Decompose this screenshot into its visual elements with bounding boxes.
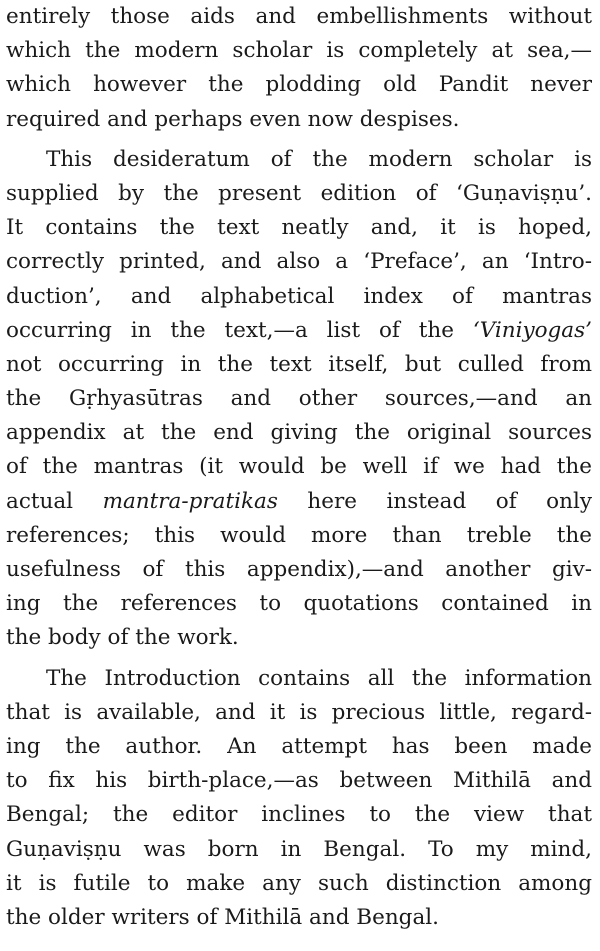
- text-segment: actual: [6, 488, 74, 514]
- text-segment: occurring in the text,—a list of the: [6, 317, 454, 343]
- text-line: Guṇaviṣṇu was born in Bengal. To my mind,: [6, 836, 592, 862]
- text-line: it is futile to make any such distinction among: [6, 870, 592, 896]
- document-page: [6, 0, 592, 935]
- text-line: the older writers of Mithilā and Bengal.: [6, 904, 439, 930]
- text-line: appendix at the end giving the original sources: [6, 420, 592, 446]
- text-line: entirely those aids and embellishments without: [6, 4, 592, 29]
- text-line: ing the references to quotations contained in: [6, 591, 592, 617]
- text-line: correctly printed, and also a ‘Preface’, an ‘Intro-: [6, 249, 592, 275]
- paragraph-2: [6, 143, 592, 656]
- text-line: to fix his birth-place,—as between Mithilā and: [6, 768, 592, 794]
- text-line: [6, 314, 592, 348]
- text-line: Bengal; the editor inclines to the view that: [6, 802, 592, 828]
- text-line: [6, 485, 592, 519]
- text-line: that is available, and it is precious little, regard-: [6, 699, 592, 725]
- paragraph-3: [6, 662, 592, 936]
- text-line: not occurring in the text itself, but culled from: [6, 351, 592, 377]
- text-line: ing the author. An attempt has been made: [6, 733, 592, 759]
- text-line: duction’, and alphabetical index of mantras: [6, 283, 592, 309]
- text-line: usefulness of this appendix),—and another giv-: [6, 557, 592, 582]
- text-segment: here instead of only: [307, 488, 592, 514]
- text-line: The Introduction contains all the information: [46, 665, 592, 691]
- text-line: required and perhaps even now despises.: [6, 106, 460, 132]
- text-line: of the mantras (it would be well if we had the: [6, 454, 592, 480]
- text-line: the Gṛhyasūtras and other sources,—and an: [6, 386, 592, 412]
- italic-term-mantra-pratikas: mantra-pratikas: [102, 488, 278, 514]
- text-line: which the modern scholar is completely at sea,—: [6, 38, 592, 64]
- text-line: which however the plodding old Pandit never: [6, 72, 592, 98]
- text-line: This desideratum of the modern scholar is: [46, 146, 592, 172]
- text-line: supplied by the present edition of ‘Guṇaviṣṇu’.: [6, 180, 592, 206]
- text-line: references; this would more than treble the: [6, 522, 592, 548]
- italic-term-viniyogas: ‘Viniyogas’: [472, 317, 592, 343]
- text-line: the body of the work.: [6, 625, 239, 651]
- text-line: It contains the text neatly and, it is hoped,: [6, 215, 592, 241]
- paragraph-1: [6, 0, 592, 137]
